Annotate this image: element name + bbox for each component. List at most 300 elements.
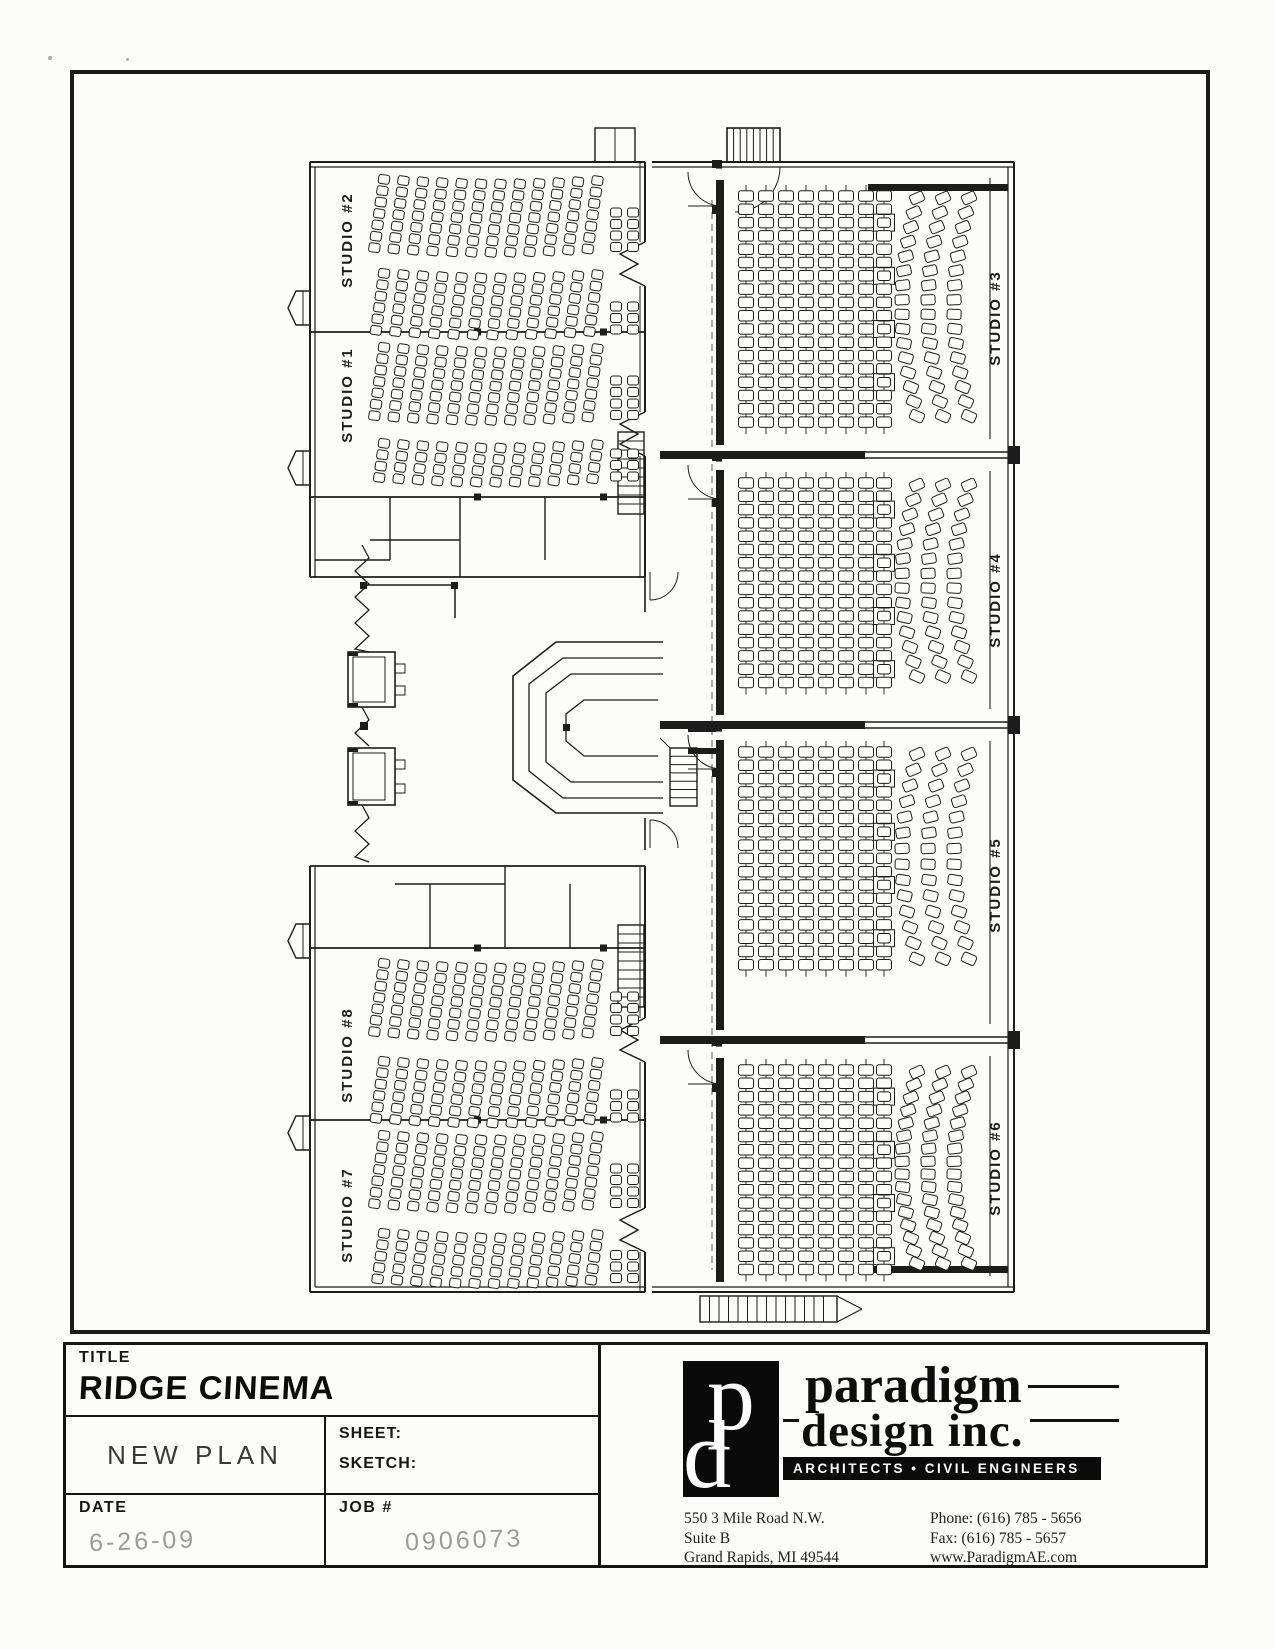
seat (739, 1198, 754, 1209)
seat (583, 1188, 595, 1198)
seat (759, 390, 774, 401)
seat (611, 1027, 622, 1036)
seat (543, 1202, 555, 1212)
seat (859, 217, 874, 228)
seat (493, 190, 505, 200)
seat (948, 337, 964, 350)
seat (949, 611, 965, 624)
seat (591, 1057, 603, 1067)
seat (859, 504, 874, 514)
seat (588, 982, 600, 992)
seat (839, 297, 854, 308)
seat (759, 584, 774, 595)
seat (415, 452, 427, 462)
seat (587, 994, 599, 1004)
seat (947, 294, 961, 305)
seat (877, 840, 892, 851)
seat (433, 1082, 445, 1092)
seat (877, 893, 892, 904)
seat (570, 188, 582, 198)
seat (739, 1131, 754, 1142)
seat (799, 637, 814, 648)
studio-label: STUDIO #6 (987, 1120, 1004, 1216)
seat-column (446, 962, 468, 1041)
seat (553, 177, 565, 187)
seat-column (525, 1060, 545, 1127)
seat (779, 324, 794, 335)
seat (525, 1117, 537, 1127)
seat (533, 442, 545, 452)
solid-wall (1008, 1031, 1020, 1049)
seat (924, 1116, 940, 1129)
seat (628, 1262, 639, 1271)
solid-wall (600, 329, 607, 336)
seat (799, 813, 814, 824)
seat (562, 1201, 574, 1211)
seat (897, 537, 913, 550)
seat (530, 985, 542, 995)
seat (739, 1078, 754, 1089)
seat (877, 1211, 892, 1222)
seat (446, 247, 458, 257)
seat (799, 893, 814, 904)
seat (397, 1229, 409, 1239)
seat (588, 198, 600, 208)
seat (859, 1238, 874, 1249)
seat (779, 231, 794, 242)
seat (799, 257, 814, 268)
date-job-row (66, 1495, 598, 1565)
seat (435, 1071, 447, 1081)
seat (509, 307, 521, 317)
seat (378, 342, 390, 352)
seat (819, 491, 834, 502)
seat (799, 1105, 814, 1116)
seat-column (485, 1135, 507, 1214)
seat (372, 1274, 384, 1284)
seat (859, 787, 874, 798)
seat (512, 1146, 524, 1156)
seat (839, 880, 854, 891)
solid-wall (716, 180, 724, 445)
seat (799, 1118, 814, 1129)
seat (779, 611, 794, 622)
seat (566, 1276, 578, 1286)
seat (472, 1083, 484, 1093)
seat (475, 1061, 487, 1071)
seat (494, 179, 506, 189)
seat (926, 1218, 943, 1232)
seat (739, 880, 754, 891)
seat-column (428, 1059, 448, 1126)
seat (739, 637, 754, 648)
seat (415, 1144, 427, 1154)
seat (859, 417, 874, 428)
seat (950, 249, 966, 262)
seat (628, 1004, 639, 1013)
seat (611, 1274, 622, 1283)
seat (509, 1267, 521, 1277)
seat (909, 951, 926, 966)
seat-column (582, 1131, 604, 1210)
seat-column (368, 342, 390, 421)
seat (430, 391, 442, 401)
seat (877, 760, 892, 771)
seat (375, 1153, 387, 1163)
seat (839, 933, 854, 944)
seat (839, 1105, 854, 1116)
seat (739, 544, 754, 555)
seat (548, 306, 560, 316)
seat (417, 1133, 429, 1143)
seat-column (524, 962, 546, 1041)
seat (739, 478, 754, 489)
seat (900, 365, 917, 379)
seat-column (407, 1133, 429, 1212)
seat (877, 906, 892, 917)
seat (549, 200, 561, 210)
seat (839, 651, 854, 662)
seat (819, 960, 834, 971)
seat (494, 347, 506, 357)
seat (799, 773, 814, 784)
seat (739, 827, 754, 838)
seat (877, 866, 892, 877)
seat (470, 1267, 482, 1277)
seat (839, 787, 854, 798)
seat (427, 1030, 439, 1040)
seat (569, 367, 581, 377)
seat (394, 1080, 406, 1090)
seat (389, 326, 401, 336)
seat (739, 491, 754, 502)
seat (898, 1116, 914, 1129)
seat (436, 345, 448, 355)
seat (799, 1158, 814, 1169)
seat (488, 318, 500, 328)
seat-column (585, 1229, 604, 1285)
seat (905, 936, 922, 951)
seat (570, 282, 582, 292)
seat (409, 1189, 421, 1199)
seat (490, 1169, 502, 1179)
seat (877, 364, 892, 375)
seat (567, 475, 579, 485)
seat (528, 996, 540, 1006)
seat (507, 1180, 519, 1190)
seat (451, 306, 463, 316)
seat (509, 997, 521, 1007)
seat (431, 476, 443, 486)
seat (819, 324, 834, 335)
seat (839, 1224, 854, 1235)
seat (909, 478, 926, 493)
plan-outline (395, 686, 405, 695)
seat (902, 507, 919, 521)
seat (470, 1169, 482, 1179)
seat (877, 417, 892, 428)
seat (585, 389, 597, 399)
seat (899, 794, 915, 808)
seat (587, 1166, 599, 1176)
seat (961, 951, 978, 966)
seat (548, 996, 560, 1006)
seat (511, 985, 523, 995)
solid-wall (600, 945, 607, 952)
seat (905, 762, 922, 777)
seat (628, 1187, 639, 1196)
seat (819, 284, 834, 295)
seat (373, 1164, 385, 1174)
seat (473, 190, 485, 200)
seat (759, 504, 774, 514)
seat (396, 1143, 408, 1153)
seat (779, 813, 794, 824)
seat (859, 624, 874, 635)
seat (435, 189, 447, 199)
seat (591, 1229, 603, 1239)
seat (839, 773, 854, 784)
website-line: www.ParadigmAE.com (930, 1549, 1078, 1566)
seat (954, 507, 971, 521)
seat (566, 1104, 578, 1114)
seat-column (524, 1134, 546, 1213)
seat (590, 1143, 602, 1153)
seat (448, 1117, 460, 1127)
seat (877, 531, 892, 542)
seat (448, 329, 460, 339)
seat (877, 310, 892, 321)
seat (452, 465, 464, 475)
seat (799, 1211, 814, 1222)
logo-rule (1030, 1419, 1119, 1422)
seat (799, 350, 814, 361)
seat (779, 637, 794, 648)
plan-outline (700, 1296, 837, 1322)
seat (628, 1102, 639, 1111)
logo-rule (1028, 1385, 1119, 1388)
seat (859, 1131, 874, 1142)
seat (628, 449, 639, 458)
seat (922, 1129, 938, 1142)
seat (590, 1069, 602, 1079)
seat (490, 1095, 502, 1105)
seat (877, 1158, 892, 1169)
seat (839, 1118, 854, 1129)
seat (839, 1211, 854, 1222)
seat (553, 345, 565, 355)
seat (839, 946, 854, 957)
seat (391, 1103, 403, 1113)
seat (490, 477, 502, 487)
seat (931, 936, 948, 951)
plan-name-cell (66, 1417, 326, 1493)
seat (412, 475, 424, 485)
seat (546, 391, 558, 401)
seat (799, 1238, 814, 1249)
date-value: 6-26-09 (88, 1525, 197, 1558)
seat (839, 1145, 854, 1156)
seat (739, 271, 754, 282)
seat (878, 880, 891, 890)
seat (545, 234, 557, 244)
seat (759, 217, 774, 228)
seat (739, 960, 754, 971)
seat-column (368, 174, 390, 253)
seat (897, 811, 913, 824)
seat (454, 358, 466, 368)
seat (475, 1233, 487, 1243)
seat (585, 1005, 597, 1015)
seat (472, 1157, 484, 1167)
seat (895, 859, 909, 870)
seat (779, 1171, 794, 1182)
seat (528, 212, 540, 222)
seat (533, 1134, 545, 1144)
seat (378, 1056, 390, 1066)
seat (562, 245, 574, 255)
seat (839, 518, 854, 529)
seat (799, 960, 814, 971)
seat-column (368, 1130, 390, 1209)
seat (739, 1091, 754, 1102)
seat (493, 358, 505, 368)
seat (839, 571, 854, 582)
seat (611, 1113, 622, 1122)
seat (488, 1180, 500, 1190)
seat (739, 364, 754, 375)
seat (895, 323, 910, 335)
seat (396, 355, 408, 365)
seat (739, 390, 754, 401)
seat (548, 1266, 560, 1276)
seat (859, 1251, 874, 1262)
seat (491, 986, 503, 996)
seat (799, 558, 814, 569)
seat (928, 778, 945, 792)
seat (494, 443, 506, 453)
seat (591, 175, 603, 185)
seat-column (485, 347, 507, 426)
seat (799, 244, 814, 255)
seat (587, 1264, 599, 1274)
seat (486, 1118, 498, 1128)
seat (527, 224, 539, 234)
seat (628, 1251, 639, 1260)
seat (452, 295, 464, 305)
seat (877, 597, 892, 608)
solid-wall (712, 453, 722, 461)
seat (799, 297, 814, 308)
seat (569, 463, 581, 473)
seat (877, 257, 892, 268)
seat (407, 413, 419, 423)
seat (582, 1200, 594, 1210)
seat (587, 474, 599, 484)
seat (877, 297, 892, 308)
seat (799, 920, 814, 931)
seat (877, 651, 892, 662)
seat (545, 1116, 557, 1126)
seat (799, 1184, 814, 1195)
seat (895, 1169, 909, 1180)
seat (859, 558, 874, 569)
seat (739, 597, 754, 608)
seat (859, 760, 874, 771)
seat (877, 853, 892, 864)
seat (839, 1264, 854, 1275)
seat (393, 994, 405, 1004)
seat (779, 558, 794, 569)
seat (779, 377, 794, 388)
address-line: Suite B (684, 1529, 731, 1547)
seat (514, 179, 526, 189)
firm-name-line2: design inc. (801, 1405, 1024, 1457)
seat (839, 191, 854, 202)
seat (819, 1078, 834, 1089)
seat (779, 960, 794, 971)
seat (373, 1090, 385, 1100)
seat (394, 982, 406, 992)
seat (819, 906, 834, 917)
seat (564, 233, 576, 243)
seat (628, 1164, 639, 1173)
solid-wall (348, 703, 358, 707)
seat (553, 961, 565, 971)
seat (470, 477, 482, 487)
seat (799, 611, 814, 622)
seat (436, 1059, 448, 1069)
seat (372, 220, 384, 230)
seat-column (564, 271, 584, 338)
seat (859, 960, 874, 971)
seat (472, 985, 484, 995)
seat (819, 1131, 834, 1142)
seat (921, 874, 936, 886)
seat (859, 390, 874, 401)
seat (396, 281, 408, 291)
seat (739, 284, 754, 295)
seat (543, 414, 555, 424)
seat (435, 283, 447, 293)
seat (452, 985, 464, 995)
seat (924, 1206, 940, 1219)
seat (378, 268, 390, 278)
seat (877, 518, 892, 529)
seat (878, 218, 891, 228)
seat (859, 906, 874, 917)
seat (877, 337, 892, 348)
seat (506, 1020, 518, 1030)
seat (433, 368, 445, 378)
seat (512, 190, 524, 200)
seat (548, 212, 560, 222)
solid-wall (563, 724, 570, 731)
seat (859, 271, 874, 282)
seat (878, 271, 891, 281)
seat (947, 568, 961, 579)
seat (921, 309, 935, 320)
seat (839, 324, 854, 335)
job-number-value: 0906073 (404, 1524, 524, 1557)
seat (799, 1171, 814, 1182)
title-block (63, 1342, 1208, 1568)
seat (819, 531, 834, 542)
seat (819, 504, 834, 514)
seat (628, 1199, 639, 1208)
seat (859, 350, 874, 361)
seat (543, 246, 555, 256)
